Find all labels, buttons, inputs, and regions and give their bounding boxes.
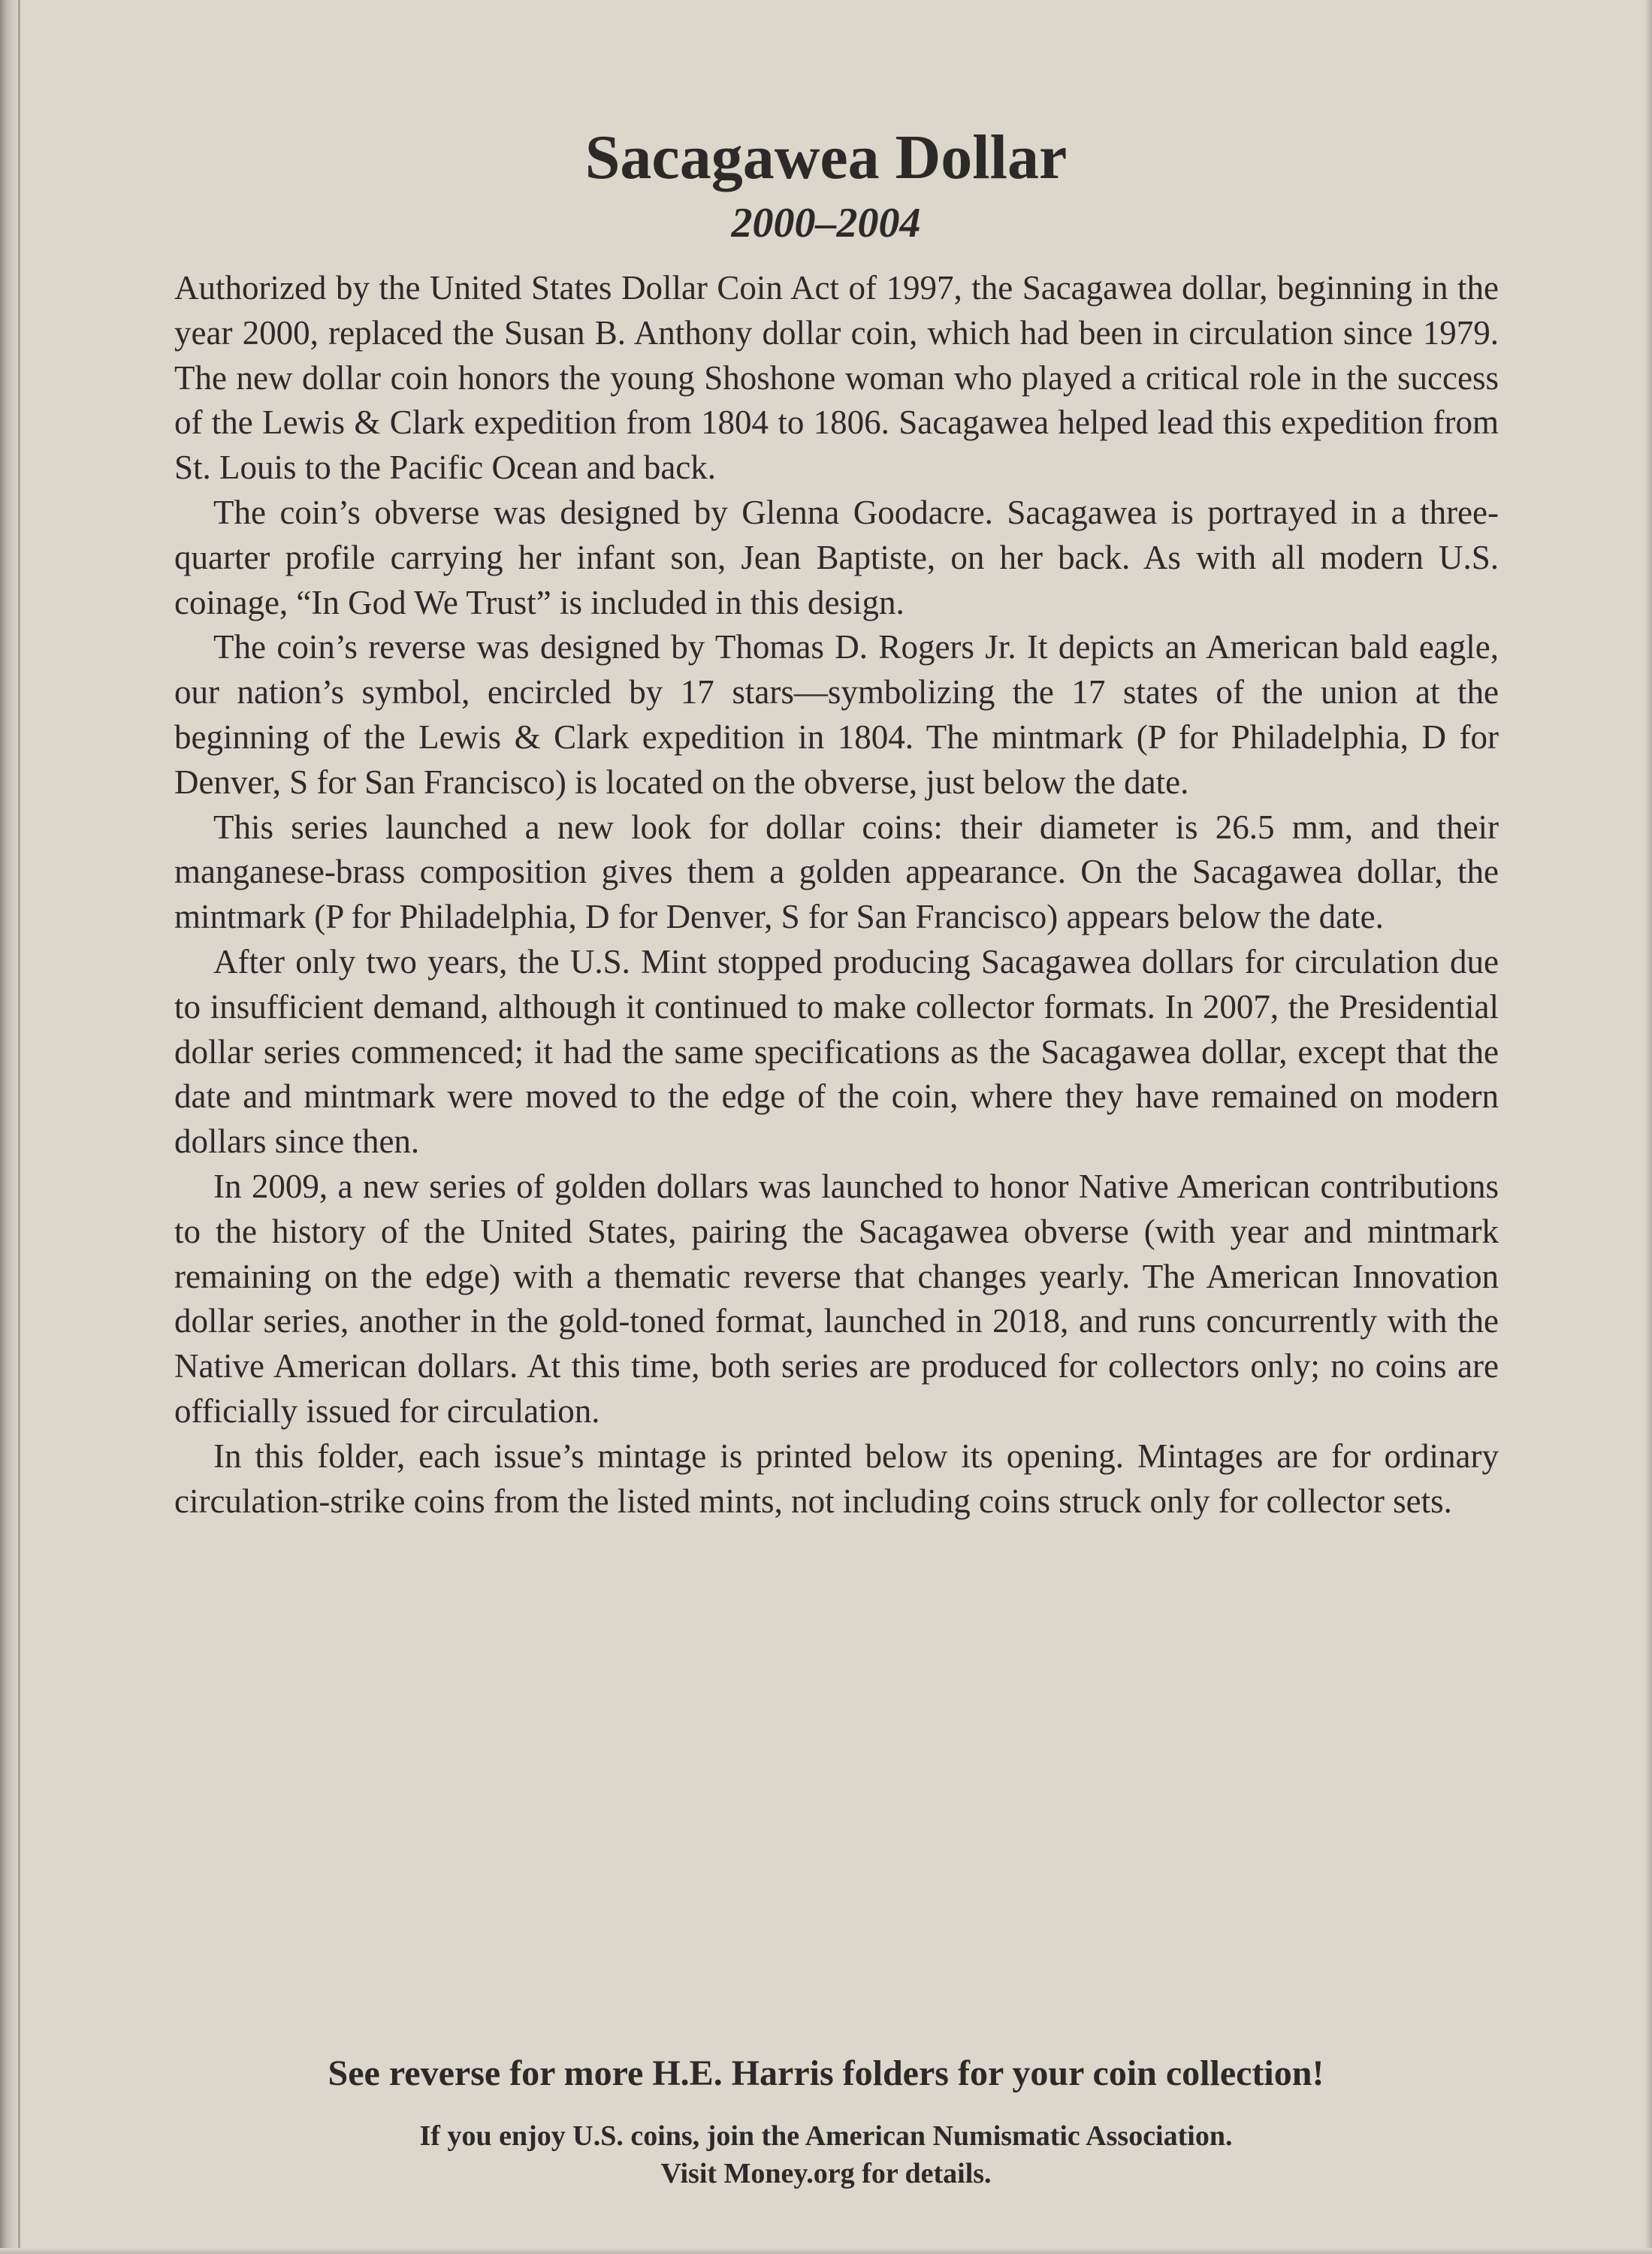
paragraph-intro: Authorized by the United States Dollar Coin Act of 1997, the Sacagawea dollar, beginning in the year 2000, replaced the Susan B. Anthony dollar coin, which had been in circulation since 1979. The new dollar coin honors the young Shoshone woman who played a critical role in the success of the Lewis & Clark expedition from 1804 to 1806. Sacagawea helped lead this expedition from St. Louis to the Pacific Ocean and back. [174, 269, 1499, 487]
page-bottom-edge [0, 2248, 1652, 2254]
page-subtitle: 2000–2004 [731, 200, 921, 246]
body-text [174, 266, 1499, 1524]
paragraph-mintages: In this folder, each issue’s mintage is printed below its opening. Mintages are for ordinary circulation-strike coins from the listed mints, not including coins struck only for collector sets. [174, 1437, 1499, 1520]
paragraph-specifications: This series launched a new look for dollar coins: their diameter is 26.5 mm, and their manganese-brass composition gives them a golden appearance. On the Sacagawea dollar, the mintmark (P for Philadelphia, D for Denver, S for San Francisco) appears below the date. [174, 808, 1499, 936]
paragraph-production: After only two years, the U.S. Mint stopped producing Sacagawea dollars for circulation due to insufficient demand, although it continued to make collector formats. In 2007, the Presidential dollar series commenced; it had the same specifications as the Sacagawea dollar, except that the date and mintmark were moved to the edge of the coin, where they have remained on modern dollars since then. [174, 942, 1499, 1161]
footer-association-line: If you enjoy U.S. coins, join the American Numismatic Association. [419, 2120, 1233, 2152]
page-title: Sacagawea Dollar [584, 122, 1068, 192]
footer-association [0, 2117, 1652, 2192]
footer-website-line: Visit Money.org for details. [660, 2158, 992, 2189]
paragraph-reverse: The coin’s reverse was designed by Thomas D. Rogers Jr. It depicts an American bald eagle, our nation’s symbol, encircled by 17 stars—symbolizing the 17 states of the union at the beginning of the Lewis & Clark expedition in 1804. The mintmark (P for Philadelphia, D for Denver, S for San Francisco) is located on the obverse, just below the date. [174, 628, 1499, 801]
paragraph-obverse: The coin’s obverse was designed by Glenna Goodacre. Sacagawea is portrayed in a three-quarter profile carrying her infant son, Jean Baptiste, on her back. As with all modern U.S. coinage, “In God We Trust” is included in this design. [174, 493, 1499, 621]
page-left-edge [0, 0, 20, 2254]
page-left-rule [18, 0, 20, 2254]
footer-promo: See reverse for more H.E. Harris folders for your coin collection! [328, 2053, 1324, 2093]
paragraph-native-american: In 2009, a new series of golden dollars was launched to honor Native American contributions to the history of the United States, pairing the Sacagawea obverse (with year and mintmark remaining on the edge) with a thematic reverse that changes yearly. The American Innovation dollar series, another in the gold-toned format, launched in 2018, and runs concurrently with the Native American dollars. At this time, both series are produced for collectors only; no coins are officially issued for circulation. [174, 1167, 1499, 1430]
page-right-edge [1644, 0, 1652, 2254]
